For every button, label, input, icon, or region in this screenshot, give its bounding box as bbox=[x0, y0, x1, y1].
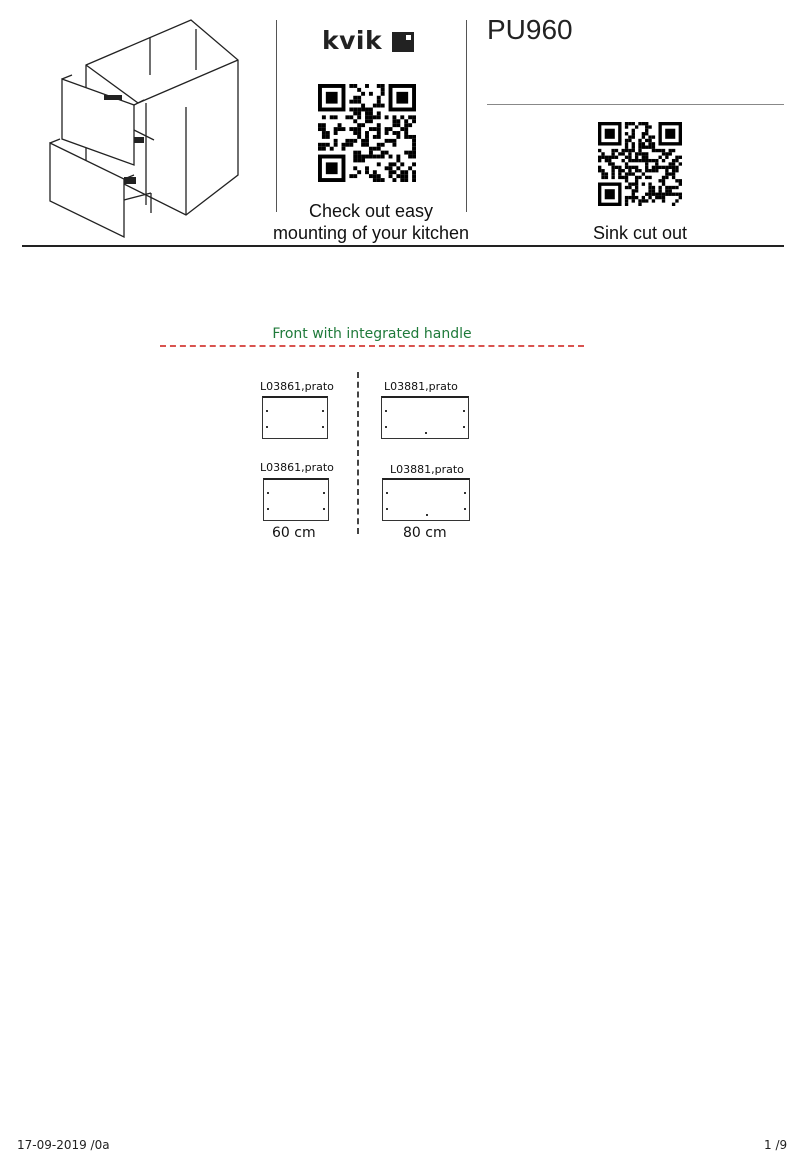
hinge-marker bbox=[385, 410, 387, 412]
qr-caption-mounting-line2: mounting of your kitchen bbox=[272, 223, 470, 243]
section-title-divider bbox=[160, 345, 584, 347]
qr-code-sink-cutout[interactable] bbox=[598, 122, 682, 206]
product-code-underline bbox=[487, 104, 784, 105]
front-label: L03881,prato bbox=[390, 463, 464, 476]
hinge-marker bbox=[386, 492, 388, 494]
brand-logo: kvik bbox=[322, 26, 383, 55]
front-label: L03861,prato bbox=[260, 380, 334, 393]
qr-code-mounting[interactable] bbox=[318, 84, 416, 182]
hinge-marker bbox=[322, 410, 324, 412]
hinge-marker bbox=[267, 508, 269, 510]
front-panel bbox=[382, 478, 470, 521]
hinge-marker bbox=[323, 492, 325, 494]
hinge-marker bbox=[426, 514, 428, 516]
brand-logo-mark bbox=[392, 32, 414, 52]
footer-date: 17-09-2019 /0a bbox=[17, 1138, 110, 1152]
hinge-marker bbox=[463, 426, 465, 428]
front-panel bbox=[381, 396, 469, 439]
qr-caption-mounting bbox=[268, 200, 474, 244]
front-label: L03881,prato bbox=[384, 380, 458, 393]
header-separator-right bbox=[466, 20, 467, 212]
cabinet-illustration bbox=[46, 15, 246, 240]
hinge-marker bbox=[266, 426, 268, 428]
qr-caption-sink-cutout: Sink cut out bbox=[592, 223, 688, 243]
hinge-marker bbox=[464, 492, 466, 494]
hinge-marker bbox=[425, 432, 427, 434]
hinge-marker bbox=[322, 426, 324, 428]
hinge-marker bbox=[386, 508, 388, 510]
hinge-marker bbox=[463, 410, 465, 412]
size-label-80: 80 cm bbox=[403, 525, 447, 541]
page-number: 1 /9 bbox=[764, 1138, 788, 1152]
section-title: Front with integrated handle bbox=[272, 326, 472, 342]
qr-caption-mounting-line1: Check out easy bbox=[308, 201, 434, 221]
header-separator-left bbox=[276, 20, 277, 212]
hinge-marker bbox=[323, 508, 325, 510]
hinge-marker bbox=[385, 426, 387, 428]
header-rule bbox=[22, 245, 784, 247]
front-panel bbox=[262, 396, 328, 439]
hinge-marker bbox=[464, 508, 466, 510]
size-divider bbox=[357, 372, 359, 534]
front-label: L03861,prato bbox=[260, 461, 334, 474]
product-code: PU960 bbox=[487, 14, 573, 45]
front-panel bbox=[263, 478, 329, 521]
size-label-60: 60 cm bbox=[272, 525, 316, 541]
hinge-marker bbox=[266, 410, 268, 412]
hinge-marker bbox=[267, 492, 269, 494]
